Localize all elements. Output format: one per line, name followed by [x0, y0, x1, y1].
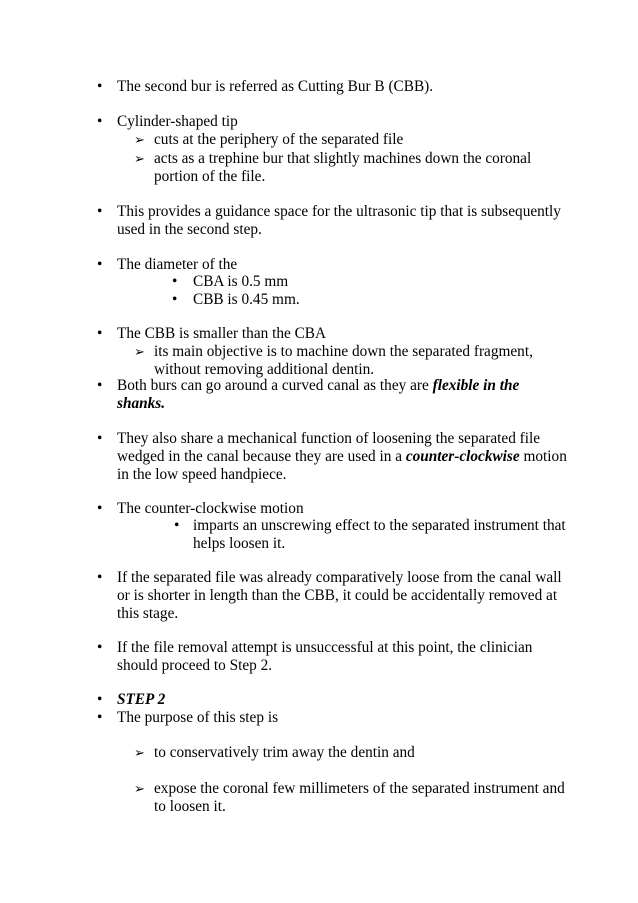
paragraph-line: should proceed to Step 2.: [117, 657, 273, 674]
arrow-bullet-icon: ➢: [134, 781, 145, 796]
paragraph-line: The purpose of this step is: [117, 709, 279, 726]
sub-item-line: to loosen it.: [154, 798, 226, 815]
bullet: •: [97, 569, 103, 586]
sub-item-line: CBA is 0.5 mm: [193, 273, 289, 290]
sub-item-line: its main objective is to machine down the separated fragment,: [154, 343, 533, 360]
paragraph-line: [117, 376, 519, 396]
paragraph-line: The CBB is smaller than the CBA: [117, 325, 327, 342]
paragraph-line: The counter-clockwise motion: [117, 500, 304, 517]
sub-item-line: portion of the file.: [154, 168, 266, 185]
sub-item-line: cuts at the periphery of the separated file: [154, 131, 404, 148]
bullet: •: [97, 203, 103, 220]
bullet: •: [97, 691, 103, 708]
paragraph-line: They also share a mechanical function of loosening the separated file: [117, 430, 541, 447]
bullet: •: [97, 256, 103, 273]
bullet: •: [97, 709, 103, 726]
bullet: •: [172, 273, 178, 290]
sub-item-line: helps loosen it.: [193, 535, 286, 552]
paragraph-line: or is shorter in length than the CBB, it could be accidentally removed at: [117, 587, 558, 604]
bullet: •: [97, 639, 103, 656]
arrow-bullet-icon: ➢: [134, 151, 145, 166]
paragraph-line: The diameter of the: [117, 256, 238, 273]
emphasis-text: counter-clockwise: [405, 448, 520, 465]
sub-item-line: imparts an unscrewing effect to the separated instrument that: [193, 517, 566, 534]
paragraph-line: Cylinder-shaped tip: [117, 113, 238, 130]
sub-item-line: without removing additional dentin.: [154, 361, 375, 378]
paragraph-line: this stage.: [117, 605, 179, 622]
sub-item-line: acts as a trephine bur that slightly machines down the coronal: [154, 150, 532, 167]
step-heading: STEP 2: [117, 691, 166, 708]
paragraph-line: The second bur is referred as Cutting Bur B (CBB).: [117, 78, 434, 95]
text-run: motion: [519, 448, 567, 465]
paragraph-line: This provides a guidance space for the ultrasonic tip that is subsequently: [117, 203, 561, 220]
bullet: •: [97, 78, 103, 95]
text-run: wedged in the canal because they are used in a: [117, 448, 406, 465]
emphasis-text: shanks.: [117, 395, 166, 412]
bullet: •: [97, 113, 103, 130]
sub-item-line: to conservatively trim away the dentin and: [154, 744, 415, 761]
paragraph-line: If the file removal attempt is unsuccessful at this point, the clinician: [117, 639, 533, 656]
paragraph-line: [117, 447, 567, 467]
paragraph-line: If the separated file was already comparatively loose from the canal wall: [117, 569, 562, 586]
bullet: •: [97, 430, 103, 447]
emphasis-text: flexible in the: [432, 377, 520, 394]
arrow-bullet-icon: ➢: [134, 132, 145, 147]
sub-item-line: expose the coronal few millimeters of the separated instrument and: [154, 780, 565, 797]
arrow-bullet-icon: ➢: [134, 745, 145, 760]
text-run: Both burs can go around a curved canal as they are: [117, 377, 433, 394]
arrow-bullet-icon: ➢: [134, 344, 145, 359]
bullet: •: [174, 517, 180, 534]
bullet: •: [172, 291, 178, 308]
bullet: •: [97, 377, 103, 394]
paragraph-line: in the low speed handpiece.: [117, 466, 287, 483]
bullet: •: [97, 325, 103, 342]
bullet: •: [97, 500, 103, 517]
sub-item-line: CBB is 0.45 mm.: [193, 291, 300, 308]
paragraph-line: used in the second step.: [117, 221, 262, 238]
